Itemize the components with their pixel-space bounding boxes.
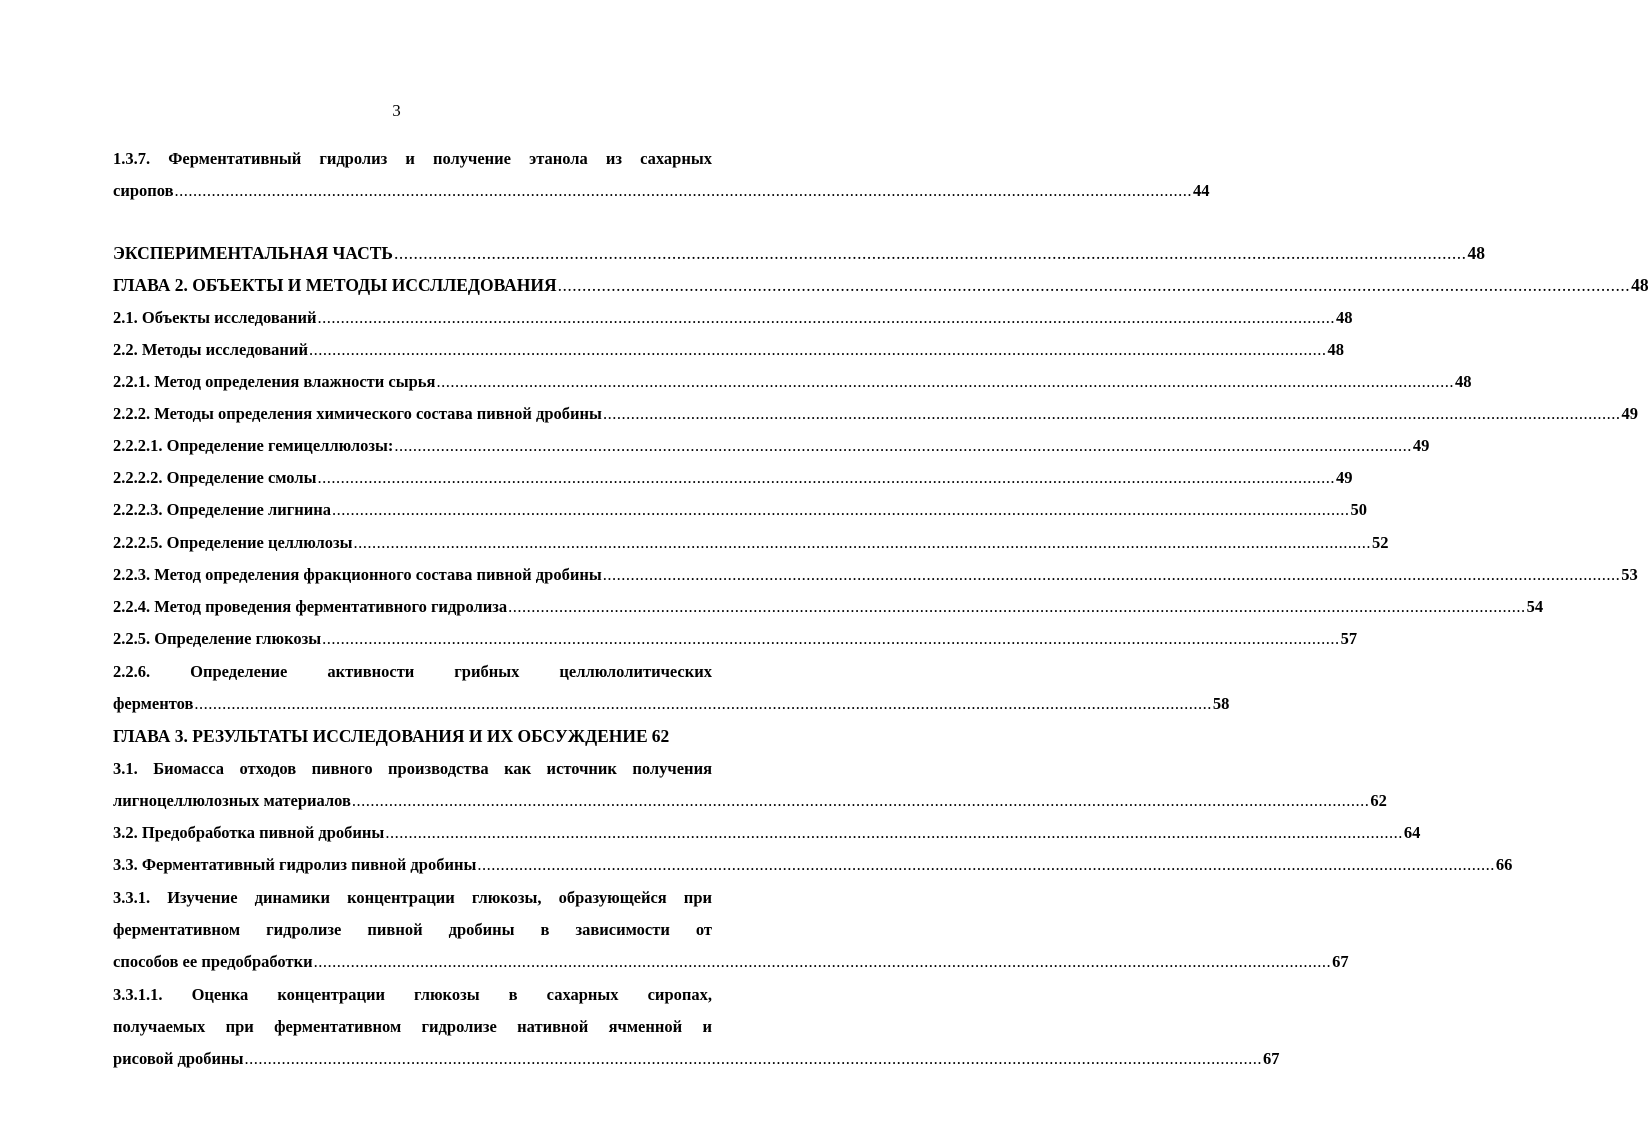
dot-leader: ............................................................................................................................................................................................................................ <box>194 694 1212 713</box>
toc-entry-7[interactable] <box>113 402 1638 426</box>
toc-entry-title: способов ее предобработки <box>113 952 313 971</box>
dot-leader: ............................................................................................................................................................................................................................ <box>332 500 1350 519</box>
dot-leader: ............................................................................................................................................................................................................................ <box>174 181 1193 200</box>
dot-leader: ............................................................................................................................................................................................................................ <box>351 791 1370 810</box>
toc-entry-2[interactable] <box>113 241 1485 265</box>
toc-entry-12[interactable] <box>113 563 1638 587</box>
toc-entry-title: 2.2.1. Метод определения влажности сырья <box>113 372 436 391</box>
toc-entry-title: 2.2. Методы исследований <box>113 340 308 359</box>
toc-entry-page: 62 <box>1370 791 1387 810</box>
toc-entry-title: ГЛАВА 3. РЕЗУЛЬТАТЫ ИССЛЕДОВАНИЯ И ИХ ОБСУЖДЕНИЕ <box>113 726 648 746</box>
toc-entry-5[interactable] <box>113 338 1344 362</box>
dot-leader: ............................................................................................................................................................................................................................ <box>385 823 1403 842</box>
toc-entry-14[interactable] <box>113 627 1358 651</box>
dot-leader: ............................................................................................................................................................................................................................ <box>557 275 1631 295</box>
toc-entry-page: 48 <box>1454 372 1472 391</box>
toc-entry-title: рисовой дробины <box>113 1049 244 1068</box>
toc-entry-20-line-1: 3.3.1. Изучение динамики концентрации глюкозы, образующейся при <box>113 888 712 907</box>
toc-entry-title: 2.2.4. Метод проведения ферментативного гидролиза <box>113 597 508 616</box>
toc-entry-page: 67 <box>1262 1049 1280 1068</box>
toc-entry-title: 3.3. Ферментативный гидролиз пивной дробины <box>113 855 477 874</box>
dot-leader: ............................................................................................................................................................................................................................ <box>508 597 1526 616</box>
toc-entry-17-line-1: 3.1. Биомасса отходов пивного производства как источник получения <box>113 759 712 778</box>
page-number: 3 <box>392 101 401 120</box>
toc-entry-page: 48 <box>1631 275 1649 295</box>
toc-entry-21-line-2: получаемых при ферментативном гидролизе нативной ячменной и <box>113 1017 712 1036</box>
toc-entry-21-line-1: 3.3.1.1. Оценка концентрации глюкозы в сахарных сиропах, <box>113 985 712 1004</box>
toc-entry-title: сиропов <box>113 181 174 200</box>
toc-entry-title: 2.2.2.1. Определение гемицеллюлозы: <box>113 436 394 455</box>
toc-entry-16[interactable] <box>113 724 712 748</box>
dot-leader: ............................................................................................................................................................................................................................ <box>394 436 1412 455</box>
toc-entry-title: ГЛАВА 2. ОБЪЕКТЫ И МЕТОДЫ ИССЛЛЕДОВАНИЯ <box>113 275 557 295</box>
toc-entry-title: 3.2. Предобработка пивной дробины <box>113 823 385 842</box>
dot-leader: ............................................................................................................................................................................................................................ <box>602 404 1621 423</box>
toc-entry-page: 53 <box>1621 565 1638 584</box>
toc-entry-21[interactable] <box>113 1047 1280 1071</box>
toc-entry-19[interactable] <box>113 853 1513 877</box>
toc-entry-title: 2.2.5. Определение глюкозы <box>113 629 322 648</box>
toc-entry-6[interactable] <box>113 370 1472 394</box>
toc-entry-9[interactable] <box>113 466 1353 490</box>
toc-entry-title: 2.2.2.5. Определение целлюлозы <box>113 533 353 552</box>
toc-entry-11[interactable] <box>113 531 1389 555</box>
toc-entry-page: 44 <box>1193 181 1210 200</box>
toc-entry-page: 48 <box>1336 308 1353 327</box>
toc-entry-18[interactable] <box>113 821 1421 845</box>
toc-entry-title: 2.1. Объекты исследований <box>113 308 317 327</box>
toc-entry-page: 57 <box>1340 629 1358 648</box>
dot-leader: ............................................................................................................................................................................................................................ <box>477 855 1495 874</box>
toc-entry-page: 58 <box>1212 694 1230 713</box>
dot-leader: ............................................................................................................................................................................................................................ <box>602 565 1621 584</box>
toc-entry-page: 48 <box>1327 340 1344 359</box>
dot-leader: ............................................................................................................................................................................................................................ <box>322 629 1340 648</box>
toc-entry-3[interactable] <box>113 273 1649 297</box>
toc-entry-8[interactable] <box>113 434 1430 458</box>
dot-leader: ............................................................................................................................................................................................................................ <box>353 533 1372 552</box>
toc-entry-title: лигноцеллюлозных материалов <box>113 791 351 810</box>
toc-entry-page: 49 <box>1335 468 1353 487</box>
toc-entry-page: 49 <box>1621 404 1638 423</box>
toc-entry-1-line-1: 1.3.7. Ферментативный гидролиз и получение этанола из сахарных <box>113 149 712 168</box>
toc-entry-page: 50 <box>1350 500 1367 519</box>
toc-entry-page: 64 <box>1403 823 1421 842</box>
toc-entry-page: 54 <box>1526 597 1544 616</box>
dot-leader: ............................................................................................................................................................................................................................ <box>436 372 1454 391</box>
dot-leader: ............................................................................................................................................................................................................................ <box>244 1049 1262 1068</box>
dot-leader: ............................................................................................................................................................................................................................ <box>317 468 1335 487</box>
toc-entry-title: 2.2.2.3. Определение лигнина <box>113 500 331 519</box>
toc-entry-10[interactable] <box>113 498 1367 522</box>
dot-leader: ............................................................................................................................................................................................................................ <box>317 308 1335 327</box>
toc-entry-title: 2.2.2.2. Определение смолы <box>113 468 317 487</box>
toc-entry-20[interactable] <box>113 950 1349 974</box>
toc-entry-15-line-1: 2.2.6. Определение активности грибных целлюлолитических <box>113 662 712 681</box>
toc-entry-15[interactable] <box>113 692 1230 716</box>
toc-entry-page: 62 <box>651 726 670 746</box>
dot-leader: ............................................................................................................................................................................................................................ <box>308 340 1327 359</box>
toc-entry-13[interactable] <box>113 595 1544 619</box>
toc-entry-title: ЭКСПЕРИМЕНТАЛЬНАЯ ЧАСТЬ <box>113 243 393 263</box>
toc-entry-page: 66 <box>1495 855 1513 874</box>
toc-entry-1[interactable] <box>113 179 1210 203</box>
toc-entry-title: 2.2.2. Методы определения химического состава пивной дробины <box>113 404 602 423</box>
dot-leader: ............................................................................................................................................................................................................................ <box>393 243 1467 263</box>
toc-entry-page: 49 <box>1412 436 1430 455</box>
toc-entry-page: 52 <box>1372 533 1389 552</box>
toc-entry-title: ферментов <box>113 694 194 713</box>
toc-entry-17[interactable] <box>113 789 1387 813</box>
toc-entry-title: 2.2.3. Метод определения фракционного состава пивной дробины <box>113 565 602 584</box>
toc-entry-20-line-2: ферментативном гидролизе пивной дробины в зависимости от <box>113 920 712 939</box>
dot-leader: ............................................................................................................................................................................................................................ <box>313 952 1332 971</box>
toc-entry-page: 48 <box>1467 243 1485 263</box>
toc-entry-4[interactable] <box>113 306 1353 330</box>
toc-entry-page: 67 <box>1332 952 1349 971</box>
